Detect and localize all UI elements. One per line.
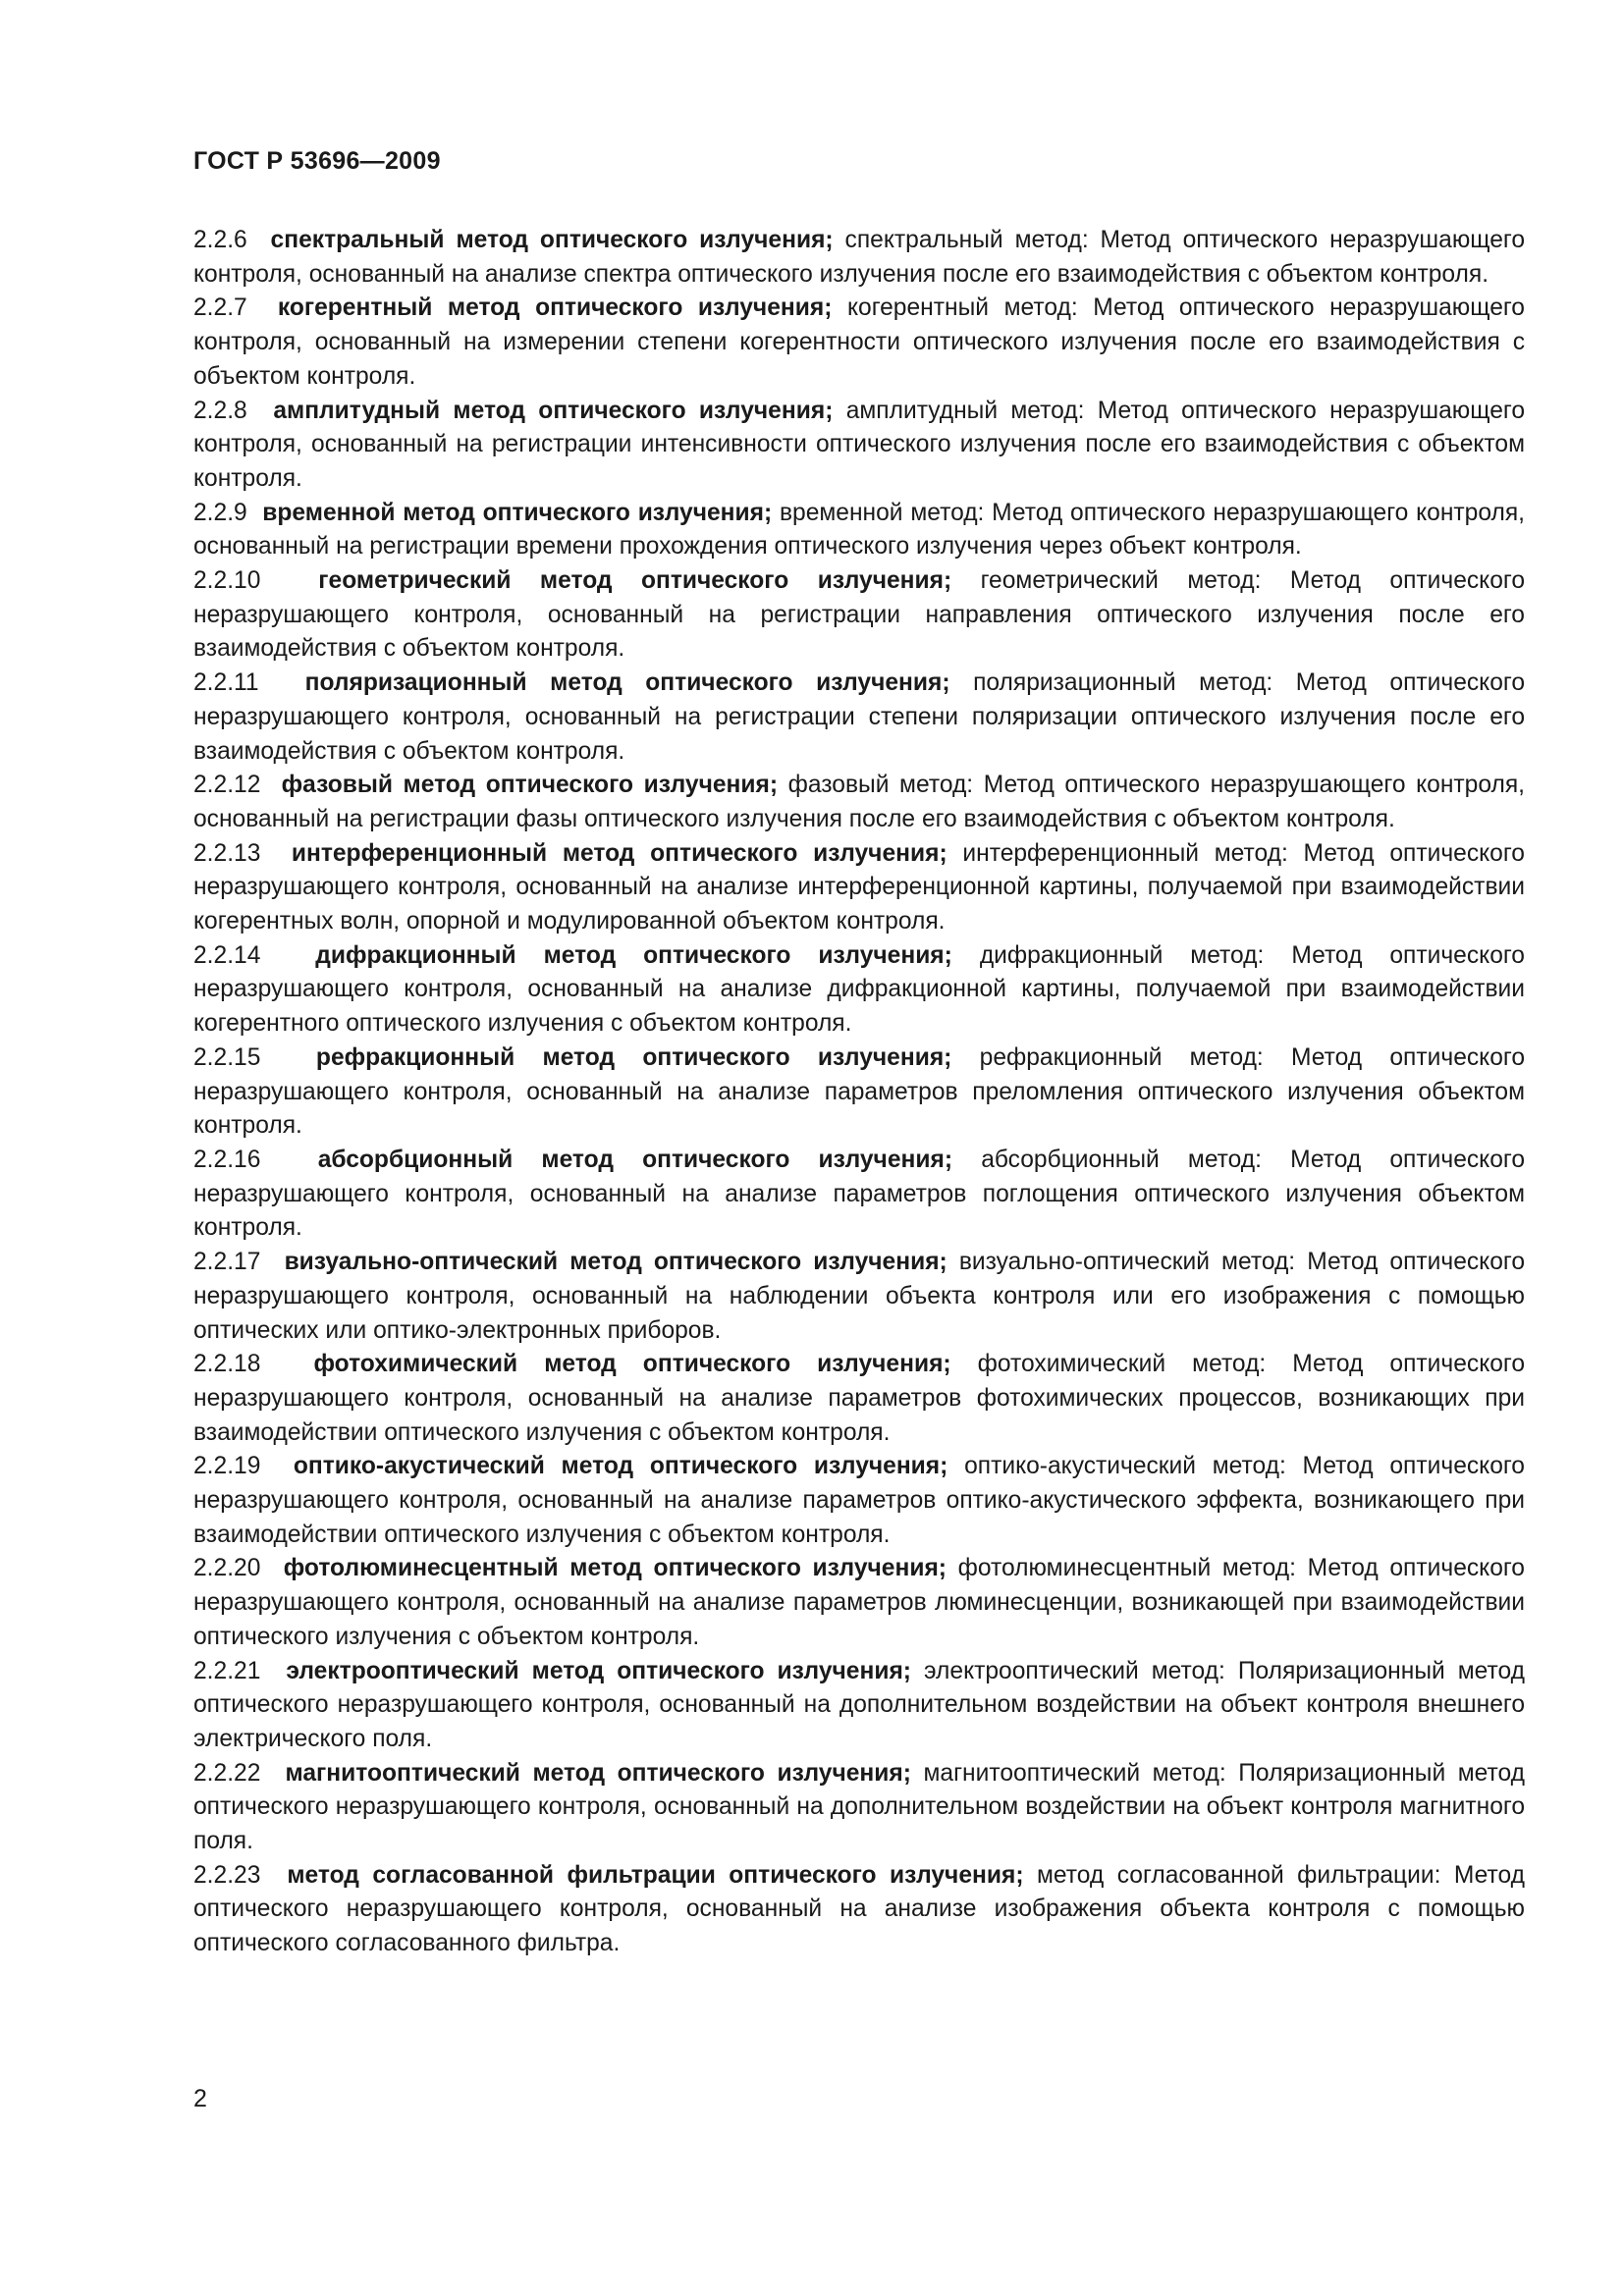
term-number: 2.2.15: [193, 1043, 261, 1071]
term-name: фотолюминесцентный метод оптического излучения;: [283, 1555, 947, 1582]
term-number: 2.2.13: [193, 839, 261, 867]
term-entry: [193, 1859, 1525, 1961]
term-name: магнитооптический метод оптического излучения;: [285, 1759, 911, 1787]
term-definition: когерентный метод: Метод оптического неразрушающего контроля, основанный на измерении степени когерентности оптического излучения после его взаимодействия с объектом контроля.: [193, 294, 1525, 390]
term-number: 2.2.21: [193, 1657, 261, 1684]
term-number: 2.2.23: [193, 1861, 261, 1889]
term-name: геометрический метод оптического излучения;: [318, 567, 952, 595]
term-definition: интерференционный метод: Метод оптического неразрушающего контроля, основанный на анализе интерференционной картины, получаемой при взаимодействии когерентных волн, опорной и модулированной объектом контроля.: [193, 839, 1525, 935]
term-name: электрооптический метод оптического излучения;: [286, 1657, 912, 1684]
term-number: 2.2.16: [193, 1146, 261, 1173]
term-entry: [193, 769, 1525, 836]
term-number: 2.2.20: [193, 1555, 261, 1582]
term-definition: оптико-акустический метод: Метод оптического неразрушающего контроля, основанный на анализе параметров оптико-акустического эффекта, возникающего при взаимодействии оптического излучения с объектом контроля.: [193, 1453, 1525, 1548]
term-definition: рефракционный метод: Метод оптического неразрушающего контроля, основанный на анализе параметров преломления оптического излучения объектом контроля.: [193, 1043, 1525, 1140]
term-definition: абсорбционный метод: Метод оптического неразрушающего контроля, основанный на анализе параметров поглощения оптического излучения объектом контроля.: [193, 1146, 1525, 1242]
term-definition: фотохимический метод: Метод оптического неразрушающего контроля, основанный на анализе параметров фотохимических процессов, возникающих при взаимодействии оптического излучения с объектом контроля.: [193, 1351, 1526, 1446]
term-name: дифракционный метод оптического излучения;: [315, 941, 952, 969]
term-definition: электрооптический метод: Поляризационный метод оптического неразрушающего контроля, основанный на дополнительном воздействии на объект контроля внешнего электрического поля.: [193, 1657, 1526, 1752]
terms-list: [193, 224, 1525, 1961]
term-name: когерентный метод оптического излучения;: [277, 294, 833, 322]
term-number: 2.2.10: [193, 567, 261, 595]
term-name: фазовый метод оптического излучения;: [281, 772, 779, 799]
term-name: поляризационный метод оптического излучения;: [304, 669, 950, 697]
term-name: оптико-акустический метод оптического излучения;: [293, 1453, 948, 1480]
term-definition: метод согласованной фильтрации: Метод оптического неразрушающего контроля, основанный на анализе изображения объекта контроля с помощью оптического согласованного фильтра.: [193, 1861, 1525, 1957]
term-entry: [193, 1144, 1525, 1246]
term-number: 2.2.9: [193, 499, 247, 526]
term-number: 2.2.7: [193, 294, 247, 322]
term-number: 2.2.11: [193, 669, 259, 697]
term-entry: [193, 564, 1525, 667]
term-number: 2.2.17: [193, 1249, 261, 1276]
term-name: спектральный метод оптического излучения;: [270, 227, 834, 253]
term-number: 2.2.6: [193, 227, 247, 253]
term-entry: [193, 667, 1525, 769]
term-name: абсорбционный метод оптического излучения;: [317, 1146, 953, 1173]
term-entry: [193, 1552, 1525, 1654]
term-entry: [193, 1450, 1525, 1552]
term-entry: [193, 939, 1525, 1041]
term-name: визуально-оптический метод оптического излучения;: [284, 1249, 947, 1276]
term-definition: дифракционный метод: Метод оптического неразрушающего контроля, основанный на анализе дифракционной картины, получаемой при взаимодействии когерентного оптического излучения с объектом контроля.: [193, 941, 1525, 1038]
term-entry: [193, 224, 1525, 292]
term-number: 2.2.19: [193, 1453, 261, 1480]
term-number: 2.2.14: [193, 941, 261, 969]
term-name: интерференционный метод оптического излучения;: [291, 839, 947, 867]
term-definition: визуально-оптический метод: Метод оптического неразрушающего контроля, основанный на наблюдении объекта контроля или его изображения с помощью оптических или оптико-электронных приборов.: [193, 1249, 1526, 1344]
term-definition: фотолюминесцентный метод: Метод оптического неразрушающего контроля, основанный на анализе параметров люминесценции, возникающей при взаимодействии оптического излучения с объектом контроля.: [193, 1555, 1525, 1650]
term-name: амплитудный метод оптического излучения;: [273, 397, 834, 424]
term-entry: [193, 1246, 1525, 1348]
term-definition: временной метод: Метод оптического неразрушающего контроля, основанный на регистрации времени прохождения оптического излучения через объект контроля.: [193, 499, 1525, 561]
term-name: метод согласованной фильтрации оптического излучения;: [287, 1861, 1024, 1889]
term-name: фотохимический метод оптического излучения;: [313, 1351, 951, 1378]
term-number: 2.2.18: [193, 1351, 261, 1378]
term-definition: спектральный метод: Метод оптического неразрушающего контроля, основанный на анализе спектра оптического излучения после его взаимодействия с объектом контроля.: [193, 227, 1526, 288]
standard-code-header: ГОСТ Р 53696—2009: [193, 147, 441, 175]
page-number: 2: [193, 2085, 207, 2112]
term-entry: [193, 292, 1525, 394]
term-entry: [193, 1041, 1525, 1144]
term-definition: амплитудный метод: Метод оптического неразрушающего контроля, основанный на регистрации интенсивности оптического излучения после его взаимодействия с объектом контроля.: [193, 397, 1525, 492]
term-definition: магнитооптический метод: Поляризационный метод оптического неразрушающего контроля, основанный на дополнительном воздействии на объект контроля магнитного поля.: [193, 1759, 1525, 1855]
term-entry: [193, 1348, 1525, 1450]
term-entry: [193, 497, 1525, 564]
term-entry: [193, 837, 1525, 939]
term-name: рефракционный метод оптического излучения;: [315, 1043, 952, 1071]
term-entry: [193, 1655, 1525, 1757]
term-definition: поляризационный метод: Метод оптического неразрушающего контроля, основанный на регистрации степени поляризации оптического излучения после его взаимодействия с объектом контроля.: [193, 669, 1526, 765]
term-entry: [193, 395, 1525, 497]
term-entry: [193, 1757, 1525, 1859]
term-number: 2.2.22: [193, 1759, 261, 1787]
term-definition: фазовый метод: Метод оптического неразрушающего контроля, основанный на регистрации фазы оптического излучения после его взаимодействия с объектом контроля.: [193, 772, 1525, 832]
term-definition: геометрический метод: Метод оптического неразрушающего контроля, основанный на регистрации направления оптического излучения после его взаимодействия с объектом контроля.: [193, 567, 1525, 663]
term-name: временной метод оптического излучения;: [262, 499, 773, 526]
term-number: 2.2.12: [193, 772, 261, 799]
term-number: 2.2.8: [193, 397, 247, 424]
